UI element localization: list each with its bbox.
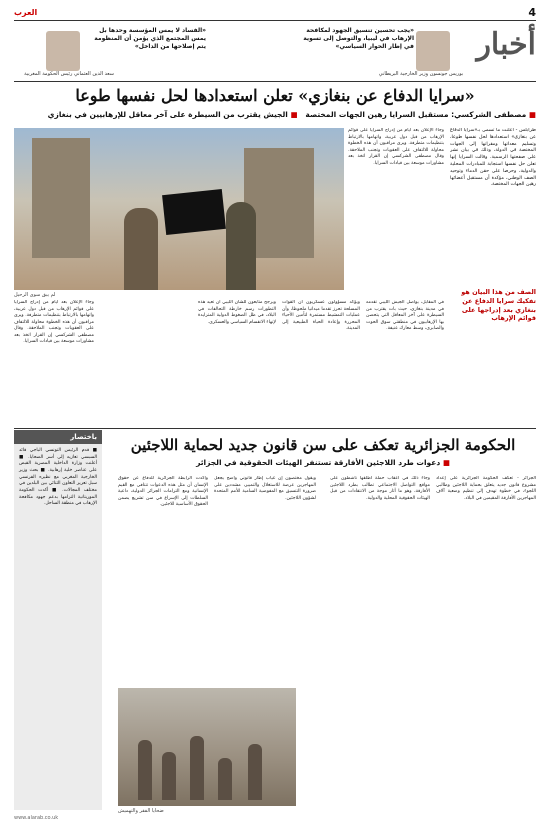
- story2-photo: [118, 688, 296, 806]
- brief-title: باختصار: [14, 430, 102, 444]
- story1-pull-quote: الصف من هذا البيان هو تفكيك سرايا الدفاع عن بنغازي بعد إدراجها على قوائم الإرهاب: [461, 288, 536, 323]
- story2-column-1: الجزائر - تعكف الحكومة الجزائرية على إعداد مشروع قانون جديد يتعلق بحماية اللاجئين وطالبي اللجوء، في خطوة تهدف إلى تنظيم وضعية آلاف المهاجرين الأفارقة المقيمين في البلاد.: [436, 476, 536, 501]
- story1-photo-caption: لم يبق سوى الرحيل: [14, 292, 56, 298]
- story1-column-2: في المقابل، يواصل الجيش الليبي تقدمه في مدينة بنغازي، حيث بات يقترب من السيطرة على آخر المعاقل التي يتحصن بها الإرهابيون في منطقتي سوق الحوت والصابري، وسط معارك عنيفة.: [366, 300, 444, 332]
- story2-sub: دعوات طرد اللاجئين الأفارقة تستنفر الهيئات الحقوقية في الجزائر: [196, 458, 441, 467]
- bullet-icon: ■: [442, 458, 450, 467]
- story1-column-4: ويرجح متابعون للشأن الليبي أن تعيد هذه التطورات رسم خارطة التحالفات في البلاد، في ظل الضغوط الدولية المتزايدة لإنهاء الانقسام السياسي والعسكري.: [198, 300, 276, 325]
- page-header: [14, 20, 536, 82]
- black-flag: [162, 189, 226, 235]
- story2-photo-caption: ضحايا الفقر والتهميش: [118, 808, 164, 814]
- story2-column-4: ويقول مختصون إن غياب إطار قانوني واضح يجعل المهاجرين عرضة للاستغلال والتمييز، مشددين على ضرورة التنسيق مع المفوضية السامية للأمم المتحدة لشؤون اللاجئين.: [214, 476, 316, 501]
- caption-right: بوريس جونسون وزير الخارجية البريطاني: [378, 71, 464, 77]
- top-bar: [14, 6, 536, 18]
- brief-box: [14, 430, 102, 810]
- quote-left: «الفساد لا يمس المؤسسة وحدها بل يمس المجتمع الذي يؤمن أن المنظومة يتم إصلاحها من الداخل»: [94, 27, 206, 51]
- story2-column-3: وأكدت الرابطة الجزائرية للدفاع عن حقوق الإنسان أن مثل هذه الدعوات تتنافى مع القيم الإنسانية ومع التزامات الجزائر الدولية، داعية السلطات إلى الإسراع في سن تشريع يضمن الحقوق الأساسية للاجئين.: [118, 476, 208, 508]
- section-divider: [14, 428, 536, 429]
- story1-column-3: ويؤكد مسؤولون عسكريون أن القوات المسلحة تحرز تقدما ميدانيا ملحوظا، وأن عمليات التمشيط مستمرة لتأمين الأحياء المحررة وإعادة الحياة الطبيعية إلى المدينة.: [282, 300, 360, 332]
- page-number: 4: [528, 5, 536, 19]
- story2-subheadline: [110, 458, 536, 467]
- story1-sub-b: الجيش يقترب من السيطرة على آخر معاقل للإرهابيين في بنغازي: [47, 110, 288, 119]
- newspaper-brand: العرب: [14, 7, 38, 17]
- story1-headline: «سرايا الدفاع عن بنغازي» تعلن استعدادها لحل نفسها طوعا: [75, 86, 475, 105]
- portrait-right: [416, 31, 450, 71]
- story1-photo: [14, 128, 344, 290]
- story1-sub-a: مصطفى الشركسي: مستقبل السرايا رهين الجهات المختصة: [305, 110, 527, 119]
- soldier-figure: [226, 202, 256, 290]
- footer-url: www.alarab.co.uk: [14, 815, 59, 821]
- quote-right: «يجب تحسين تنسيق الجهود لمكافحة الإرهاب في ليبيا، والتوصل إلى تسوية في إطار الحوار السياسي»: [303, 27, 414, 51]
- bullet-icon: ■: [528, 110, 536, 119]
- person-figure: [124, 208, 158, 290]
- brief-text: ■ قدم الرئيس التونسي الباجي قائد السبسي تعازيه إلى أسر الضحايا. ■ أعلنت وزارة الداخلية المصرية القبض على عناصر خلية إرهابية. ■ بحث وزير الخارجية المغربي مع نظيره الفرنسي سبل تعزيز التعاون الثنائي بين البلدين في مختلف المجالات. ■ أكدت الحكومة الموريتانية التزامها بدعم جهود مكافحة الإرهاب في منطقة الساحل.: [19, 448, 97, 507]
- story1-subheadline: [14, 110, 536, 119]
- section-title: أخبار: [476, 27, 536, 62]
- story1-lead-column: طرابلس - أعلنت ما تسمى بـ«سرايا الدفاع عن بنغازي» استعدادها لحل نفسها طوعا، وتسليم معداتها ومقراتها إلى الجهات المختصة في الدولة، وذلك في بيان نشر على صفحتها الرسمية. وقالت السرايا إنها تعلن حل نفسها استجابة للمبادرات المحلية والدولية، وحرصا على حقن الدماء وتوحيد الصف الوطني، مؤكدة أن مستقبل أعضائها رهين الجهات المختصة.: [450, 128, 536, 188]
- story1-column-1: وجاء الإعلان بعد أيام من إدراج السرايا على قوائم الإرهاب من قبل دول عربية، واتهامها بالارتباط بتنظيمات متطرفة. ويرى مراقبون أن هذه الخطوة محاولة للالتفاف على العقوبات وتجنب الملاحقة. وقال مصطفى الشركسي إن القرار اتخذ بعد مشاورات موسعة بين قيادات السرايا.: [348, 128, 444, 166]
- caption-left: سعد الدين العثماني رئيس الحكومة المغربية: [24, 71, 114, 77]
- portrait-left: [46, 31, 80, 71]
- bullet-icon: ■: [290, 110, 298, 119]
- story2-column-2: وجاء ذلك في أعقاب حملة أطلقها ناشطون على مواقع التواصل الاجتماعي تطالب بطرد اللاجئين الأفارقة، وهو ما أثار موجة من الانتقادات من قبل الهيئات الحقوقية المحلية والدولية.: [330, 476, 430, 501]
- story2-headline: الحكومة الجزائرية تعكف على سن قانون جديد لحماية اللاجئين: [130, 436, 516, 454]
- story1-column-5: وجاء الإعلان بعد أيام من إدراج السرايا على قوائم الإرهاب من قبل دول عربية، واتهامها بالارتباط بتنظيمات متطرفة. ويرى مراقبون أن هذه الخطوة محاولة للالتفاف على العقوبات وتجنب الملاحقة. وقال مصطفى الشركسي إن القرار اتخذ بعد مشاورات موسعة بين قيادات السرايا.: [14, 300, 94, 345]
